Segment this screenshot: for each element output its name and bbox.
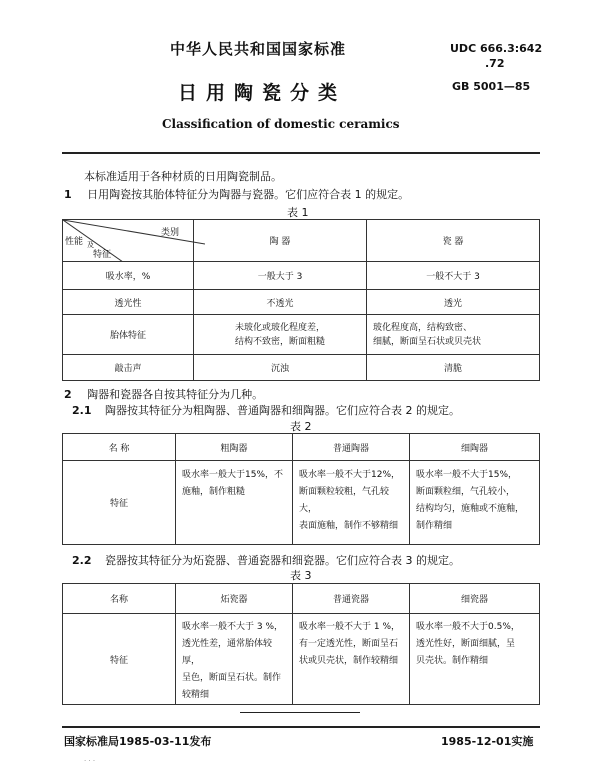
table-row: [63, 461, 540, 545]
cell-line: 结构不致密，断面粗糙: [234, 336, 325, 347]
section-2-2: [72, 552, 460, 568]
page-mark: · · ·: [84, 757, 96, 765]
end-rule: [240, 712, 360, 713]
cell-line: 吸水率一般不大于 3 %，: [182, 622, 284, 632]
corner-property-label: 性能: [65, 237, 84, 247]
cell-line: 断面颗粒细，气孔较小，: [416, 487, 516, 497]
table-2-header-fine: 细陶器: [410, 434, 540, 461]
cell-line: 有一定透光性，断面呈石: [299, 639, 399, 649]
table-3-header-fine: 细瓷器: [410, 584, 540, 614]
cell-line: 施釉，制作粗糙: [182, 487, 246, 497]
row-label: 特征: [63, 614, 176, 705]
table-2: [62, 433, 540, 545]
cell-line: 状或贝壳状，制作较精细: [299, 656, 399, 666]
porcelain-cell: 清脆: [367, 355, 540, 381]
intro-text: 本标准适用于各种材质的日用陶瓷制品。: [84, 170, 282, 183]
section-number: 2.2: [72, 554, 92, 567]
section-text: 陶器按其特征分为粗陶器、普通陶器和细陶器。它们应符合表 2 的规定。: [105, 404, 460, 417]
section-number: 1: [64, 188, 72, 201]
corner-category-label: 类别: [161, 228, 180, 238]
english-title: Classification of domestic ceramics: [162, 117, 400, 131]
table-1-corner: [63, 220, 194, 262]
table-3-header-stoneware: 炻瓷器: [176, 584, 293, 614]
cell-line: 呈色，断面呈石状。制作: [182, 673, 282, 683]
header-divider: [62, 152, 540, 154]
section-text: 瓷器按其特征分为炻瓷器、普通瓷器和细瓷器。它们应符合表 3 的规定。: [105, 554, 460, 567]
row-label: 特征: [63, 461, 176, 545]
section-2-1: [72, 402, 460, 418]
cell-line: 吸水率一般不大于12%，: [299, 470, 401, 480]
cell-line: 细腻，断面呈石状或贝壳状: [373, 336, 482, 347]
table-row: [63, 262, 540, 290]
table-3-header-name: 名称: [63, 584, 176, 614]
cell-line: 断面颗粒较粗，气孔较大，: [299, 487, 390, 514]
table-2-header-common: 普通陶器: [293, 434, 410, 461]
table-1-header-pottery: 陶 器: [194, 220, 367, 262]
porcelain-cell: 透光: [367, 290, 540, 315]
section-number: 2: [64, 388, 72, 401]
coarse-pottery-cell: [176, 461, 293, 545]
table-row: [63, 315, 540, 355]
corner-diagonal-lines: [63, 220, 205, 262]
pottery-cell: 不透光: [194, 290, 367, 315]
table-1-header-porcelain: 瓷 器: [367, 220, 540, 262]
section-2: [64, 386, 263, 402]
footer-divider: [62, 726, 540, 728]
effective-date: 1985-12-01实施: [441, 735, 534, 748]
cell-line: 表面施釉，制作不够精细: [299, 521, 399, 531]
udc-code-continued: .72: [485, 57, 505, 70]
pottery-cell: 一般大于 3: [194, 262, 367, 290]
section-text: 陶器和瓷器各自按其特征分为几种。: [87, 388, 264, 401]
cell-line: 吸水率一般不大于15%，: [416, 470, 518, 480]
fine-pottery-cell: [410, 461, 540, 545]
document-title: 日用陶瓷分类: [178, 82, 347, 104]
table-1: [62, 219, 540, 381]
section-1: [64, 186, 409, 202]
gb-number: GB 5001—85: [452, 80, 531, 93]
cell-line: 透光性差，通常胎体较厚，: [182, 639, 273, 666]
table-row: [63, 614, 540, 705]
cell-line: 透光性好，断面细腻，呈: [416, 639, 516, 649]
section-number: 2.1: [72, 404, 92, 417]
row-label: 胎体特征: [63, 315, 194, 355]
table-2-caption: 表 2: [290, 420, 312, 433]
table-2-header-coarse: 粗陶器: [176, 434, 293, 461]
cell-line: 吸水率一般大于15%，不: [182, 470, 284, 480]
corner-feature-label: 特征: [93, 250, 112, 260]
table-row: [63, 290, 540, 315]
cell-line: 结构均匀，施釉或不施釉，: [416, 504, 525, 514]
table-2-header-name: 名 称: [63, 434, 176, 461]
row-label: 透光性: [63, 290, 194, 315]
cell-line: 吸水率一般不大于0.5%，: [416, 622, 520, 632]
cell-line: 未玻化或玻化程度差，: [234, 322, 325, 333]
row-label: 吸水率，%: [63, 262, 194, 290]
porcelain-cell: [367, 315, 540, 355]
porcelain-cell: 一般不大于 3: [367, 262, 540, 290]
fine-porcelain-cell: [410, 614, 540, 705]
row-label: 敲击声: [63, 355, 194, 381]
common-porcelain-cell: [293, 614, 410, 705]
section-text: 日用陶瓷按其胎体特征分为陶器与瓷器。它们应符合表 1 的规定。: [87, 188, 410, 201]
table-3-caption: 表 3: [290, 569, 312, 582]
cell-line: 制作精细: [416, 521, 453, 531]
common-pottery-cell: [293, 461, 410, 545]
cell-line: 贝壳状。制作精细: [416, 656, 489, 666]
issue-date: 国家标准局1985-03-11发布: [64, 735, 212, 748]
udc-code: UDC 666.3:642: [450, 42, 543, 55]
table-row: [63, 355, 540, 381]
standard-title: 中华人民共和国国家标准: [170, 40, 347, 58]
pottery-cell: 沉浊: [194, 355, 367, 381]
cell-line: 玻化程度高，结构致密、: [373, 322, 473, 333]
table-1-caption: 表 1: [287, 206, 309, 219]
table-3-header-common: 普通瓷器: [293, 584, 410, 614]
table-3: [62, 583, 540, 705]
stoneware-cell: [176, 614, 293, 705]
corner-and-label: 及: [87, 241, 94, 249]
pottery-cell: [194, 315, 367, 355]
cell-line: 较精细: [182, 690, 210, 700]
cell-line: 吸水率一般不大于 1 %，: [299, 622, 401, 632]
